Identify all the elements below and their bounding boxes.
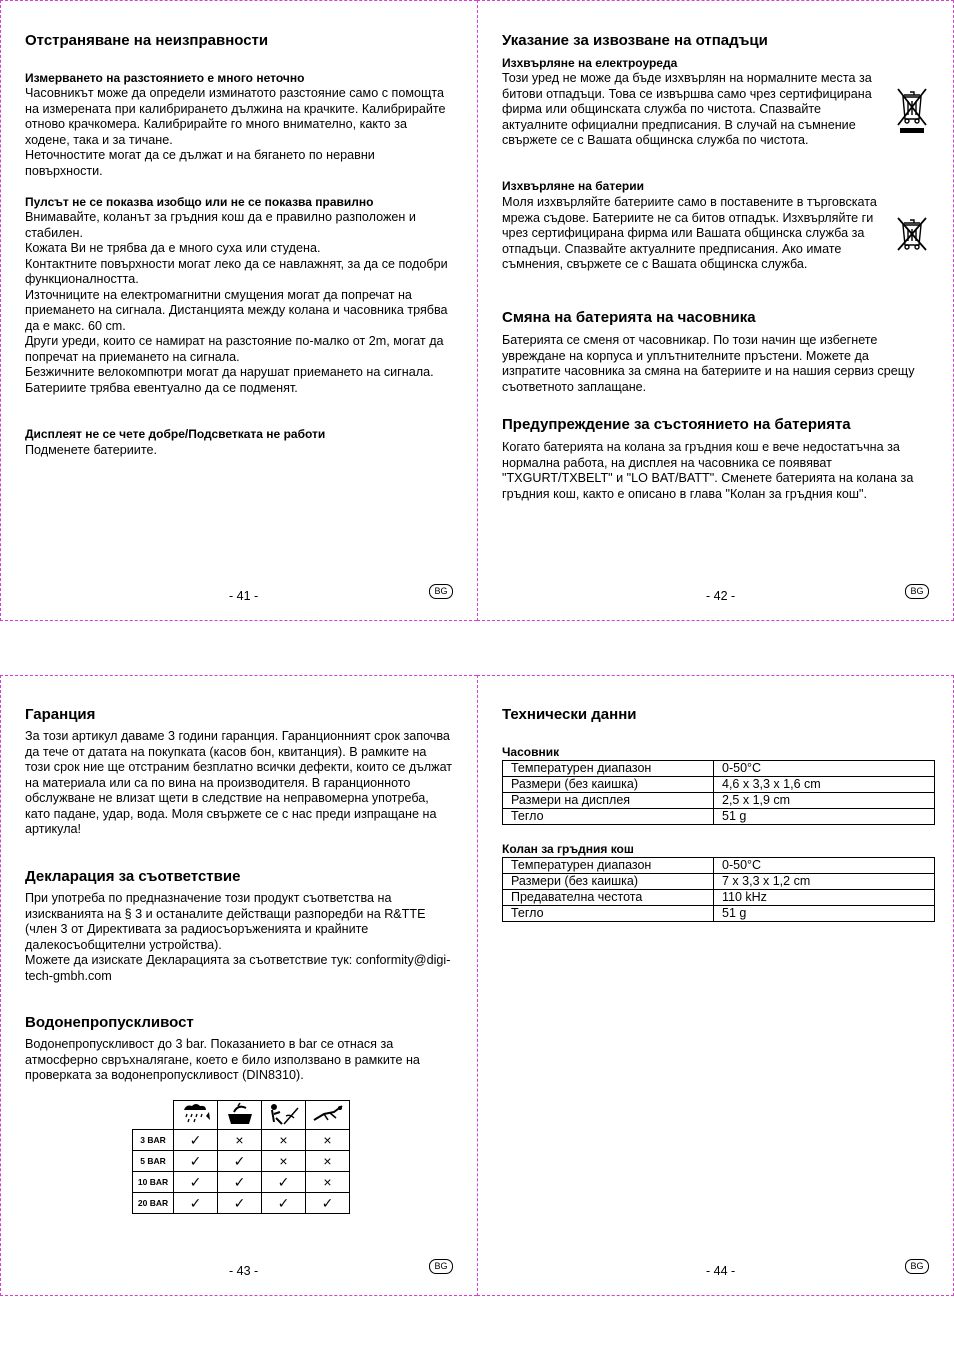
diving-icon <box>306 1101 350 1130</box>
page-title: Указание за извозване на отпадъци <box>502 32 768 49</box>
section-heading: Колан за гръдния кош <box>502 842 634 856</box>
section-title: Смяна на батерията на часовника <box>502 309 756 326</box>
page-number: - 44 - <box>706 1264 736 1278</box>
water-resistance-table <box>132 1100 350 1214</box>
table-row: Тегло 51 g <box>503 809 935 825</box>
section-heading: Дисплеят не се чете добре/Подсветката не работи <box>25 427 326 441</box>
section-text: Водонепропускливост до 3 bar. Показанието в bar се отнася за атмосферно свръхналягане, което е било използвано в рамките на проверката за водонепропускливост (DIN8310). <box>25 1037 420 1082</box>
table-row: 5 BAR ✓ ✓ × × <box>133 1151 350 1172</box>
page-number: - 43 - <box>229 1264 259 1278</box>
section-heading: Пулсът не се показва изобщо или не се показва правилно <box>25 195 374 209</box>
section-text: Когато батерията на колана за гръдния кош е вече недостатъчна за нормална работа, на дисплея на часовника се появяват "TXGURT/TXBELT" и "LO BAT/BATT". Сменете батерията на колана за гръдния кош, както е описано в глава "Колан за гръдния кош". <box>502 440 914 501</box>
table-row: Размери (без каишка) 4,6 x 3,3 x 1,6 cm <box>503 777 935 793</box>
washing-hands-icon <box>218 1101 262 1130</box>
page-42 <box>477 0 954 621</box>
section-text: Този уред не може да бъде изхвърлян на нормалните места за битови отпадъци. Това се извършва само чрез сертифицирана фирма или общинската служба по чистота. Спазвайте актуалните официални предписания. В случай на съмнение свържете се с Вашата общинска служба по чистота. <box>502 71 872 147</box>
table-row: Размери на дисплея 2,5 x 1,9 cm <box>503 793 935 809</box>
section-title: Гаранция <box>25 706 96 723</box>
page-43 <box>0 675 477 1296</box>
section-text: Подменете батериите. <box>25 443 157 457</box>
rain-splash-icon <box>174 1101 218 1130</box>
language-badge: BG <box>429 1259 453 1274</box>
section-title: Декларация за съответствие <box>25 868 241 885</box>
section-title: Предупреждение за състоянието на батерията <box>502 416 851 433</box>
table-row: Размери (без каишка) 7 x 3,3 x 1,2 cm <box>503 874 935 890</box>
section-text: За този артикул даваме 3 години гаранция. Гаранционният срок започва да тече от датата на покупката (касов бон, квитанция). В рамките на този срок ние ще отстраним безплатно всички дефекти, които се дължат на материала или са по вина на производителя. В гаранционното обслужване не влизат щети в следствие на неправомерна употреба, като падане, удар, вода. Моля свържете се с нас преди изпращане на артикула! <box>25 729 453 836</box>
belt-spec-table <box>502 857 935 922</box>
page-41 <box>0 0 477 621</box>
crossed-bin-icon <box>896 87 928 135</box>
section-text: Внимавайте, коланът за гръдния кош да е правилно разположен и стабилен. Кожата Ви не трябва да е много суха или студена. Контактните повърхности могат леко да се навлажнят, за да се подобри функционалността. Източниците на електромагнитни смущения могат да попречат на приемането на сигнала. Дистанцията между колана и часовника трябва да е макс. 60 cm. Други уреди, които се намират на разстояние по-малко от 2m, могат да попречат на приемането на сигнала. Безжичните велокомпютри могат да нарушат приемането на сигнала. Батериите трябва евентуално да се подменят. <box>25 210 448 395</box>
section-heading: Изхвърляне на батерии <box>502 179 644 193</box>
watch-spec-table <box>502 760 935 825</box>
language-badge: BG <box>905 1259 929 1274</box>
page-title: Технически данни <box>502 706 637 723</box>
page-title: Отстраняване на неизправности <box>25 32 269 49</box>
table-row: 10 BAR ✓ ✓ ✓ × <box>133 1172 350 1193</box>
table-row: 20 BAR ✓ ✓ ✓ ✓ <box>133 1193 350 1214</box>
page-44 <box>477 675 954 1296</box>
section-heading: Изхвърляне на електроуреда <box>502 56 678 70</box>
table-row: Температурен диапазон 0-50°C <box>503 761 935 777</box>
page-number: - 41 - <box>229 589 259 603</box>
section-heading: Часовник <box>502 745 560 759</box>
section-text: Батерията се сменя от часовникар. По този начин ще избегнете увреждане на корпуса и уплътнителните пръстени. Можете да изпратите часовника за смяна на батериите и на нашия сервиз срещу съответното заплащане. <box>502 333 915 394</box>
table-row: Предавателна честота 110 kHz <box>503 890 935 906</box>
language-badge: BG <box>905 584 929 599</box>
section-text: При употреба по предназначение този продукт съответства на изискванията на § 3 и останалите действащи разпоредби на R&TTE (член 3 от Директивата за радиосъоръженията и крайните далекосъобщителни устройства). Можете да изискате Декларацията за съответствие тук: conformity@digi-tech-gmbh.com <box>25 891 451 983</box>
section-heading: Измерването на разстоянието е много неточно <box>25 71 305 85</box>
language-badge: BG <box>429 584 453 599</box>
crossed-battery-bin-icon <box>896 216 928 252</box>
table-row: 3 BAR ✓ × × × <box>133 1130 350 1151</box>
section-title: Водонепропускливост <box>25 1014 194 1031</box>
section-text: Моля изхвърляйте батериите само в поставените в търговската мрежа съдове. Батериите не са битов отпадък. Изхвърляйте ги чрез сертифицирана фирма или Вашата общинска служба за отпадъци. Спазвайте актуалните предписания. Ако имате съмнения, свържете се с Вашата общинска служба. <box>502 195 877 271</box>
swimming-icon <box>262 1101 306 1130</box>
page-number: - 42 - <box>706 589 736 603</box>
table-row: Тегло 51 g <box>503 906 935 922</box>
table-row: Температурен диапазон 0-50°C <box>503 858 935 874</box>
section-text: Часовникът може да определи изминатото разстояние само с помощта на измерената при калибрирането дължина на крачките. Калибрирайте отново крачкомера. Калибрирайте го много внимателно, както за ходене, така и за тичане. Неточностите могат да се дължат и на бягането по неравни повърхности. <box>25 86 446 178</box>
